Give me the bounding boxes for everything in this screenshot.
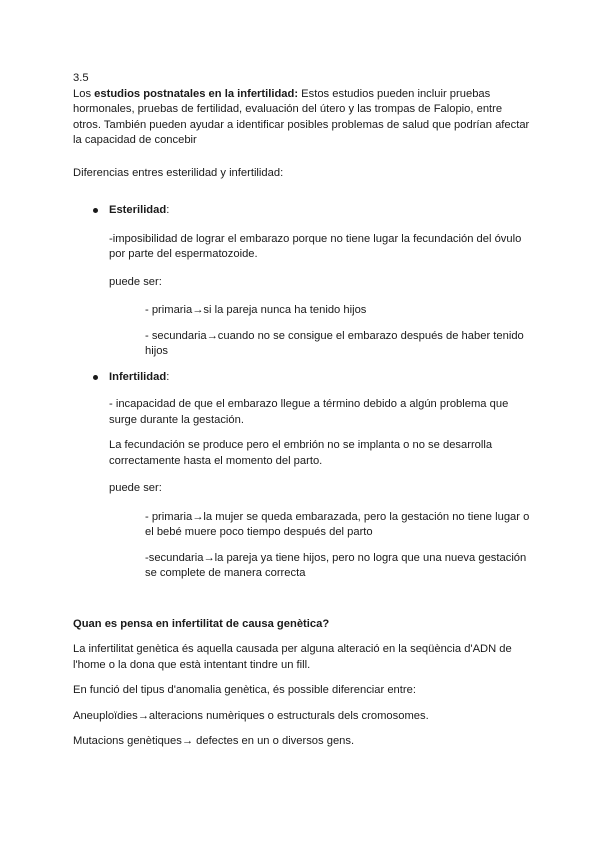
catalan-paragraph-1: La infertilitat genètica és aquella causada per alguna alteració en la seqüència d'ADN de l'home o la dona que està intentant tindre un fill. xyxy=(73,643,512,671)
esterilidad-colon: : xyxy=(166,204,170,216)
bullet-dot-icon xyxy=(93,208,98,213)
infertilidad-puede-ser: puede ser: xyxy=(109,482,162,494)
document-content xyxy=(73,71,533,750)
intro-bold-term: estudios postnatales en la infertilidad: xyxy=(94,87,299,100)
infertilidad-colon: : xyxy=(166,370,170,383)
catalan-paragraph-3: Aneuploïdies→alteracions numèriques o estructurals dels cromosomes. xyxy=(73,709,429,722)
intro-paragraph xyxy=(73,87,533,149)
bullet-infertilidad xyxy=(73,370,533,386)
intro-prefix: Los xyxy=(73,87,95,100)
esterilidad-puede-ser: puede ser: xyxy=(109,275,162,288)
section-number: 3.5 xyxy=(73,72,89,84)
catalan-paragraph-4: Mutacions genètiques→ defectes en un o diversos gens. xyxy=(73,735,355,747)
catalan-question-heading: Quan es pensa en infertilitat de causa genètica? xyxy=(73,617,330,630)
infertilidad-fecundacion: La fecundación se produce pero el embrión no se implanta o no se desarrolla correctamente hasta el momento del parto. xyxy=(109,439,493,467)
esterilidad-secundaria: - secundaria→cuando no se consigue el embarazo después de haber tenido hijos xyxy=(145,329,524,357)
infertilidad-primaria: - primaria→la mujer se queda embarazada, pero la gestación no tiene lugar o el bebé muere poco tiempo después del parto xyxy=(145,510,530,538)
infertilidad-definition: - incapacidad de que el embarazo llegue a término debido a algún problema que surge durante la gestación. xyxy=(109,398,509,426)
bullet-dot-icon xyxy=(93,375,98,380)
bullet-esterilidad xyxy=(73,203,533,219)
differences-title: Diferencias entres esterilidad y infertilidad: xyxy=(73,166,284,179)
intro-text: Estos estudios pueden incluir pruebas hormonales, pruebas de fertilidad, evaluación del útero y las trompas de Falopio, entre otros. También pueden ayudar a identificar posibles problemas de salud que podrían afectar la capacidad de concebir xyxy=(73,87,530,146)
esterilidad-primaria: - primaria→si la pareja nunca ha tenido hijos xyxy=(145,304,367,316)
infertilidad-term: Infertilidad xyxy=(109,370,167,383)
esterilidad-term: Esterilidad xyxy=(109,204,167,216)
infertilidad-secundaria: -secundaria→la pareja ya tiene hijos, pero no logra que una nueva gestación se complete de manera correcta xyxy=(145,551,527,579)
catalan-paragraph-2: En funció del tipus d'anomalia genètica, és possible diferenciar entre: xyxy=(73,684,416,696)
esterilidad-definition: -imposibilidad de lograr el embarazo porque no tiene lugar la fecundación del óvulo por parte del espermatozoide. xyxy=(109,232,522,260)
